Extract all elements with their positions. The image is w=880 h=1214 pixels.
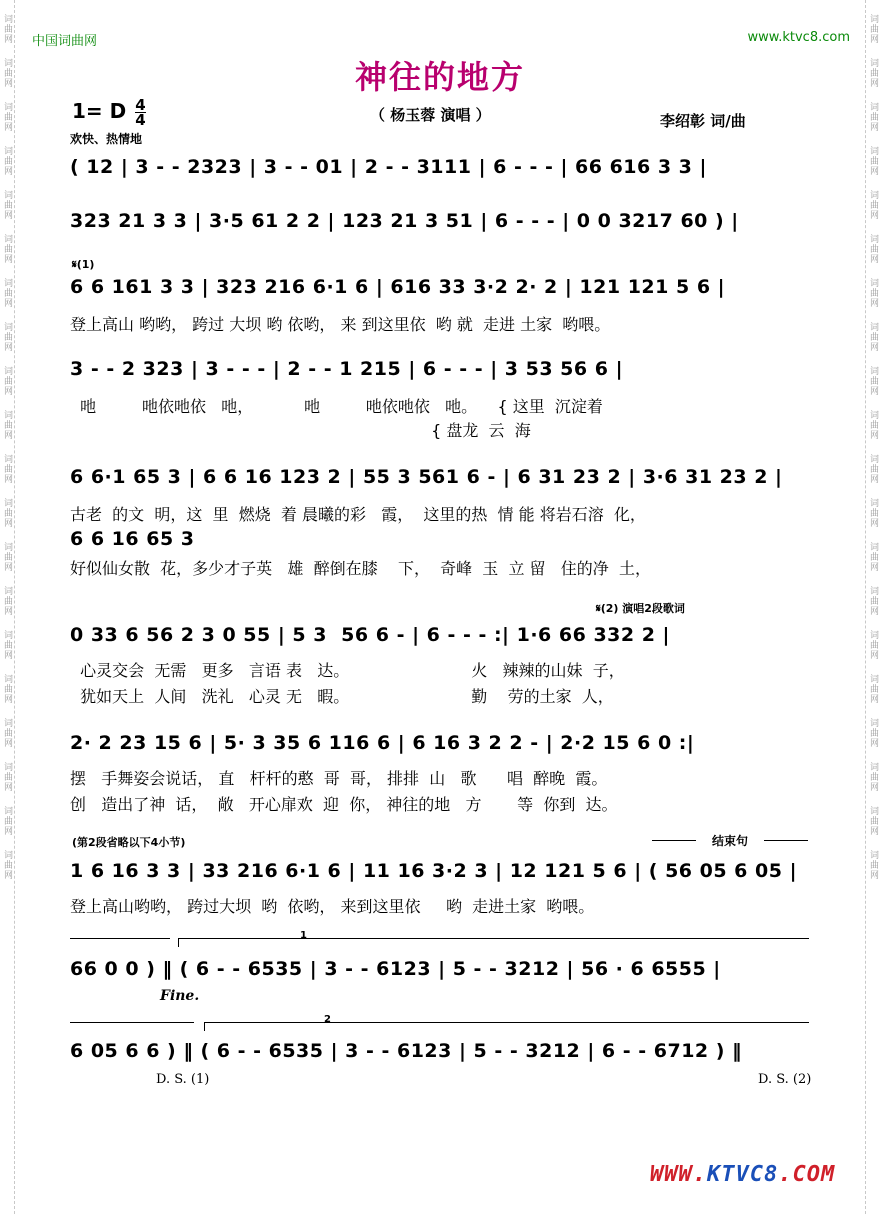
lyric-row: 登上高山哟哟， 跨过大坝 哟 依哟， 来到这里依 哟 走进土家 哟喂。 [70,897,595,916]
segno-2: 𝄋(2) 演唱2段歌词 [596,602,685,615]
fine-marking: Fine. [160,988,200,1004]
logo-ktv: KTVC8 [706,1162,779,1187]
time-bottom: 4 [135,111,146,129]
repeat-bracket [70,1022,194,1031]
dal-segno-1: D. S. (1) [156,1072,210,1087]
lyric-row: { 盘龙 云 海 [70,421,531,440]
volta-number-1: 1 [300,930,307,941]
score-row: 6 05 6 6 ) ‖ ( 6 - - 6535 | 3 - - 6123 | 5 - - 3212 | 6 - - 6712 ) ‖ [70,1040,743,1062]
lyric-row: 吔 吔依吔依 吔， 吔 吔依吔依 吔。 { 这里 沉淀着 [70,397,603,416]
time-top: 4 [135,96,146,114]
time-signature [135,98,145,127]
lyric-row: 摆 手舞姿会说话， 直 杆杆的憨 哥 哥， 排排 山 歌 唱 醉晚 霞。 [70,769,608,788]
score-row: 6 6 16 65 3 [70,528,195,550]
singer-credit: （ 杨玉蓉 演唱 ） [370,106,491,124]
score-row: 6 6·1 65 3 | 6 6 16 123 2 | 55 3 561 6 - | 6 31 23 2 | 3·6 31 23 2 | [70,466,783,488]
tempo-marking: 欢快、热情地 [70,132,143,146]
lyric-row: 古老 的文 明，这 里 燃烧 着 晨曦的彩 霞， 这里的热 情 能 将岩石溶 化， [70,505,646,524]
score-row: 3 - - 2 323 | 3 - - - | 2 - - 1 215 | 6 - - - | 3 53 56 6 | [70,358,624,380]
song-title: 神往的地方 [354,58,525,96]
volta-number-2: 2 [324,1014,331,1025]
watermark-right: 词曲网 词曲网 词曲网 词曲网 词曲网 词曲网 词曲网 词曲网 词曲网 词曲网 词曲网 词曲网 词曲网 词曲网 词曲网 词曲网 词曲网 词曲网 词曲网 词曲网 [865,0,880,1214]
logo-com: .COM [778,1162,836,1187]
site-url-label: www.ktvc8.com [747,30,850,45]
segno-1: 𝄋(1) [72,258,95,271]
composer-credit: 李绍彰 词/曲 [660,112,746,130]
second-verse-note: (第2段省略以下4小节) [72,836,186,849]
score-row: 66 0 0 ) ‖ ( 6 - - 6535 | 3 - - 6123 | 5 - - 3212 | 56 · 6 6555 | [70,958,721,980]
score-row: 2· 2 23 15 6 | 5· 3 35 6 116 6 | 6 16 3 2 2 - | 2·2 15 6 0 :| [70,732,695,754]
ending-label: 结束句 [652,832,808,849]
score-row: 6 6 161 3 3 | 323 216 6·1 6 | 616 33 3·2 2· 2 | 121 121 5 6 | [70,276,726,298]
dal-segno-2: D. S. (2) [758,1072,812,1087]
score-row: 1 6 16 3 3 | 33 216 6·1 6 | 11 16 3·2 3 | 12 121 5 6 | ( 56 05 6 05 | [70,860,798,882]
site-logo [650,1162,835,1187]
score-row: 0 33 6 56 2 3 0 55 | 5 3 56 6 - | 6 - - - :| 1·6 66 332 2 | [70,624,670,646]
score-row: ( 12 | 3 - - 2323 | 3 - - 01 | 2 - - 3111 | 6 - - - | 66 616 3 3 | [70,156,707,178]
volta-bracket-2 [204,1022,809,1031]
site-name-label: 中国词曲网 [32,34,98,49]
lyric-row: 创 造出了神 话， 敞 开心扉欢 迎 你， 神往的地 方 等 你到 达。 [70,795,618,814]
key-signature [72,98,146,127]
volta-bracket-1 [178,938,809,947]
lyric-row: 好似仙女散 花，多少才子英 雄 醉倒在膝 下， 奇峰 玉 立 留 住的净 土， [70,559,651,578]
lyric-row: 犹如天上 人间 洗礼 心灵 无 暇。 勤 劳的土家 人， [70,687,614,706]
score-row: 323 21 3 3 | 3·5 61 2 2 | 123 21 3 51 | 6 - - - | 0 0 3217 60 ) | [70,210,739,232]
key-label: 1= D [72,99,127,123]
repeat-bracket [70,938,170,947]
lyric-row: 登上高山 哟哟， 跨过 大坝 哟 依哟， 来 到这里依 哟 就 走进 土家 哟喂。 [70,315,611,334]
lyric-row: 心灵交会 无需 更多 言语 表 达。 火 辣辣的山妹 子， [70,661,625,680]
logo-www: WWW. [650,1162,707,1187]
watermark-left: 词曲网 词曲网 词曲网 词曲网 词曲网 词曲网 词曲网 词曲网 词曲网 词曲网 词曲网 词曲网 词曲网 词曲网 词曲网 词曲网 词曲网 词曲网 词曲网 词曲网 [0,0,15,1214]
